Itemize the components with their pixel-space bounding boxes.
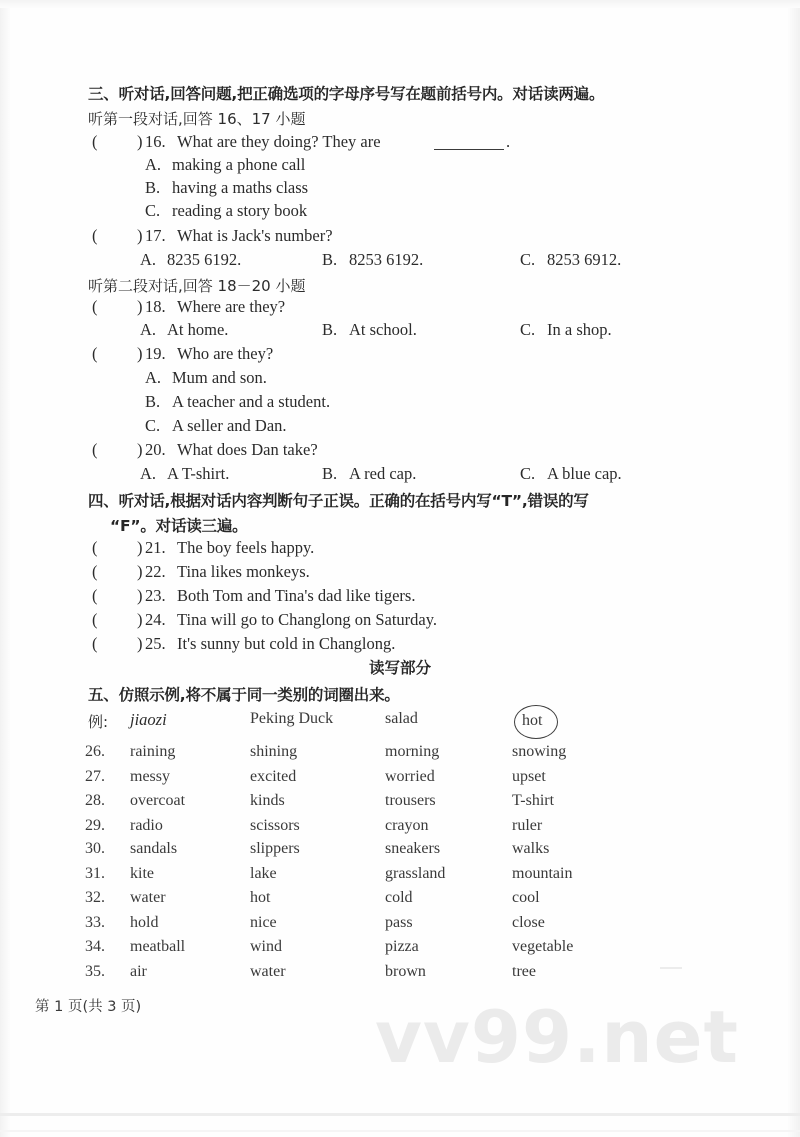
option-letter-16-a: A. <box>145 155 162 174</box>
answer-bracket-open-24[interactable]: ( <box>92 610 98 629</box>
answer-bracket-open-22[interactable]: ( <box>92 562 98 581</box>
answer-bracket-open-16[interactable]: ( <box>92 132 98 151</box>
example-word-3[interactable]: salad <box>385 710 418 727</box>
word-34-3[interactable]: pizza <box>385 938 419 955</box>
answer-bracket-close-22[interactable]: ) <box>137 562 143 581</box>
word-33-3[interactable]: pass <box>385 914 413 931</box>
answer-bracket-open-17[interactable]: ( <box>92 226 98 245</box>
word-row-number-31: 31. <box>85 865 105 882</box>
option-letter-17-a: A. <box>140 250 157 269</box>
statement-text-21: The boy feels happy. <box>177 538 315 557</box>
page-footer: 第 1 页(共 3 页) <box>35 999 142 1015</box>
word-row-number-33: 33. <box>85 914 105 931</box>
word-row-number-29: 29. <box>85 817 105 834</box>
option-letter-17-b: B. <box>322 250 338 269</box>
word-31-1[interactable]: kite <box>130 865 154 882</box>
answer-blank-16[interactable] <box>434 149 504 150</box>
option-text-17-c[interactable]: 8253 6912. <box>547 250 622 269</box>
word-27-1[interactable]: messy <box>130 768 170 785</box>
site-watermark: vv99.net <box>375 995 739 1079</box>
option-letter-16-b: B. <box>145 178 161 197</box>
option-text-18-c[interactable]: In a shop. <box>547 320 612 339</box>
word-33-2[interactable]: nice <box>250 914 277 931</box>
word-29-2[interactable]: scissors <box>250 817 300 834</box>
word-row-number-26: 26. <box>85 743 105 760</box>
word-30-2[interactable]: slippers <box>250 840 300 857</box>
question-stem-16: What are they doing? They are <box>177 132 381 151</box>
answer-bracket-open-25[interactable]: ( <box>92 634 98 653</box>
word-31-4[interactable]: mountain <box>512 865 573 882</box>
statement-text-25: It's sunny but cold in Changlong. <box>177 634 396 653</box>
statement-text-23: Both Tom and Tina's dad like tigers. <box>177 586 416 605</box>
word-35-3[interactable]: brown <box>385 963 426 980</box>
word-30-1[interactable]: sandals <box>130 840 178 857</box>
word-28-3[interactable]: trousers <box>385 792 436 809</box>
option-letter-19-a: A. <box>145 368 162 387</box>
word-30-3[interactable]: sneakers <box>385 840 441 857</box>
answer-bracket-close-18[interactable]: ) <box>137 297 143 316</box>
question-number-19: 19. <box>145 344 166 363</box>
example-word-1[interactable]: jiaozi <box>130 710 167 729</box>
word-31-2[interactable]: lake <box>250 865 277 882</box>
word-26-4[interactable]: snowing <box>512 743 567 760</box>
word-26-1[interactable]: raining <box>130 743 176 760</box>
word-33-1[interactable]: hold <box>130 914 159 931</box>
word-35-2[interactable]: water <box>250 963 286 980</box>
answer-bracket-open-19[interactable]: ( <box>92 344 98 363</box>
answer-bracket-close-24[interactable]: ) <box>137 610 143 629</box>
word-28-1[interactable]: overcoat <box>130 792 186 809</box>
question-number-25: 25. <box>145 634 166 653</box>
word-34-2[interactable]: wind <box>250 938 282 955</box>
option-text-17-a[interactable]: 8235 6192. <box>167 250 242 269</box>
word-27-3[interactable]: worried <box>385 768 435 785</box>
answer-bracket-close-19[interactable]: ) <box>137 344 143 363</box>
option-text-18-a[interactable]: At home. <box>167 320 229 339</box>
word-32-3[interactable]: cold <box>385 889 413 906</box>
section-four-heading-line1: 四、听对话,根据对话内容判断句子正误。正确的在括号内写“T”,错误的写 <box>88 492 589 510</box>
option-text-19-b[interactable]: A teacher and a student. <box>172 392 331 411</box>
word-30-4[interactable]: walks <box>512 840 550 857</box>
question-number-22: 22. <box>145 562 166 581</box>
question-number-23: 23. <box>145 586 166 605</box>
option-letter-19-c: C. <box>145 416 161 435</box>
word-31-3[interactable]: grassland <box>385 865 446 882</box>
word-row-number-28: 28. <box>85 792 105 809</box>
option-text-20-b[interactable]: A red cap. <box>349 464 417 483</box>
option-letter-20-c: C. <box>520 464 536 483</box>
option-letter-20-a: A. <box>140 464 157 483</box>
question-stem-19: Who are they? <box>177 344 274 363</box>
option-letter-20-b: B. <box>322 464 338 483</box>
question-stem-18: Where are they? <box>177 297 286 316</box>
answer-bracket-close-23[interactable]: ) <box>137 586 143 605</box>
scan-smudge <box>660 967 682 969</box>
option-text-16-c[interactable]: reading a story book <box>172 201 308 220</box>
option-letter-18-b: B. <box>322 320 338 339</box>
question-stem-end-16: . <box>506 132 511 151</box>
option-text-19-c[interactable]: A seller and Dan. <box>172 416 287 435</box>
question-number-17: 17. <box>145 226 166 245</box>
example-word-2[interactable]: Peking Duck <box>250 710 334 727</box>
word-29-1[interactable]: radio <box>130 817 163 834</box>
question-number-21: 21. <box>145 538 166 557</box>
answer-bracket-open-18[interactable]: ( <box>92 297 98 316</box>
word-27-4[interactable]: upset <box>512 768 546 785</box>
word-row-number-34: 34. <box>85 938 105 955</box>
example-label: 例: <box>88 713 109 731</box>
question-number-18: 18. <box>145 297 166 316</box>
option-text-20-a[interactable]: A T-shirt. <box>167 464 230 483</box>
word-34-4[interactable]: vegetable <box>512 938 574 955</box>
option-letter-18-c: C. <box>520 320 536 339</box>
word-33-4[interactable]: close <box>512 914 545 931</box>
dialog-one-label: 听第一段对话,回答 16、17 小题 <box>88 110 306 128</box>
answer-bracket-close-16[interactable]: ) <box>137 132 143 151</box>
question-number-16: 16. <box>145 132 166 151</box>
reading-writing-part-heading: 读写部分 <box>368 659 431 677</box>
answer-bracket-open-20[interactable]: ( <box>92 440 98 459</box>
option-letter-16-c: C. <box>145 201 161 220</box>
answer-bracket-open-21[interactable]: ( <box>92 538 98 557</box>
answer-bracket-close-21[interactable]: ) <box>137 538 143 557</box>
statement-text-22: Tina likes monkeys. <box>177 562 310 581</box>
section-four-heading-line2: “F”。对话读三遍。 <box>110 517 248 535</box>
word-29-3[interactable]: crayon <box>385 817 429 834</box>
option-text-20-c[interactable]: A blue cap. <box>547 464 622 483</box>
section-three-heading: 三、听对话,回答问题,把正确选项的字母序号写在题前括号内。对话读两遍。 <box>88 85 605 103</box>
example-word-4[interactable]: hot <box>522 712 543 729</box>
dialog-two-label: 听第二段对话,回答 18－20 小题 <box>88 277 306 295</box>
word-32-4[interactable]: cool <box>512 889 540 906</box>
answer-bracket-open-23[interactable]: ( <box>92 586 98 605</box>
word-32-2[interactable]: hot <box>250 889 271 906</box>
word-26-2[interactable]: shining <box>250 743 298 760</box>
option-text-19-a[interactable]: Mum and son. <box>172 368 267 387</box>
word-row-number-27: 27. <box>85 768 105 785</box>
word-row-number-35: 35. <box>85 963 105 980</box>
answer-bracket-close-17[interactable]: ) <box>137 226 143 245</box>
statement-text-24: Tina will go to Changlong on Saturday. <box>177 610 438 629</box>
word-34-1[interactable]: meatball <box>130 938 186 955</box>
answer-bracket-close-20[interactable]: ) <box>137 440 143 459</box>
word-28-4[interactable]: T-shirt <box>512 792 555 809</box>
question-stem-20: What does Dan take? <box>177 440 318 459</box>
word-row-number-30: 30. <box>85 840 105 857</box>
section-five-heading: 五、仿照示例,将不属于同一类别的词圈出来。 <box>88 686 400 704</box>
word-29-4[interactable]: ruler <box>512 817 543 834</box>
word-28-2[interactable]: kinds <box>250 792 285 809</box>
option-text-16-b[interactable]: having a maths class <box>172 178 309 197</box>
option-letter-19-b: B. <box>145 392 161 411</box>
option-letter-18-a: A. <box>140 320 157 339</box>
answer-bracket-close-25[interactable]: ) <box>137 634 143 653</box>
word-26-3[interactable]: morning <box>385 743 440 760</box>
word-32-1[interactable]: water <box>130 889 166 906</box>
question-number-20: 20. <box>145 440 166 459</box>
question-stem-17: What is Jack's number? <box>177 226 333 245</box>
question-number-24: 24. <box>145 610 166 629</box>
option-text-16-a[interactable]: making a phone call <box>172 155 306 174</box>
option-text-17-b[interactable]: 8253 6192. <box>349 250 424 269</box>
word-row-number-32: 32. <box>85 889 105 906</box>
option-letter-17-c: C. <box>520 250 536 269</box>
word-35-4[interactable]: tree <box>512 963 536 980</box>
option-text-18-b[interactable]: At school. <box>349 320 417 339</box>
word-27-2[interactable]: excited <box>250 768 297 785</box>
word-35-1[interactable]: air <box>130 963 147 980</box>
